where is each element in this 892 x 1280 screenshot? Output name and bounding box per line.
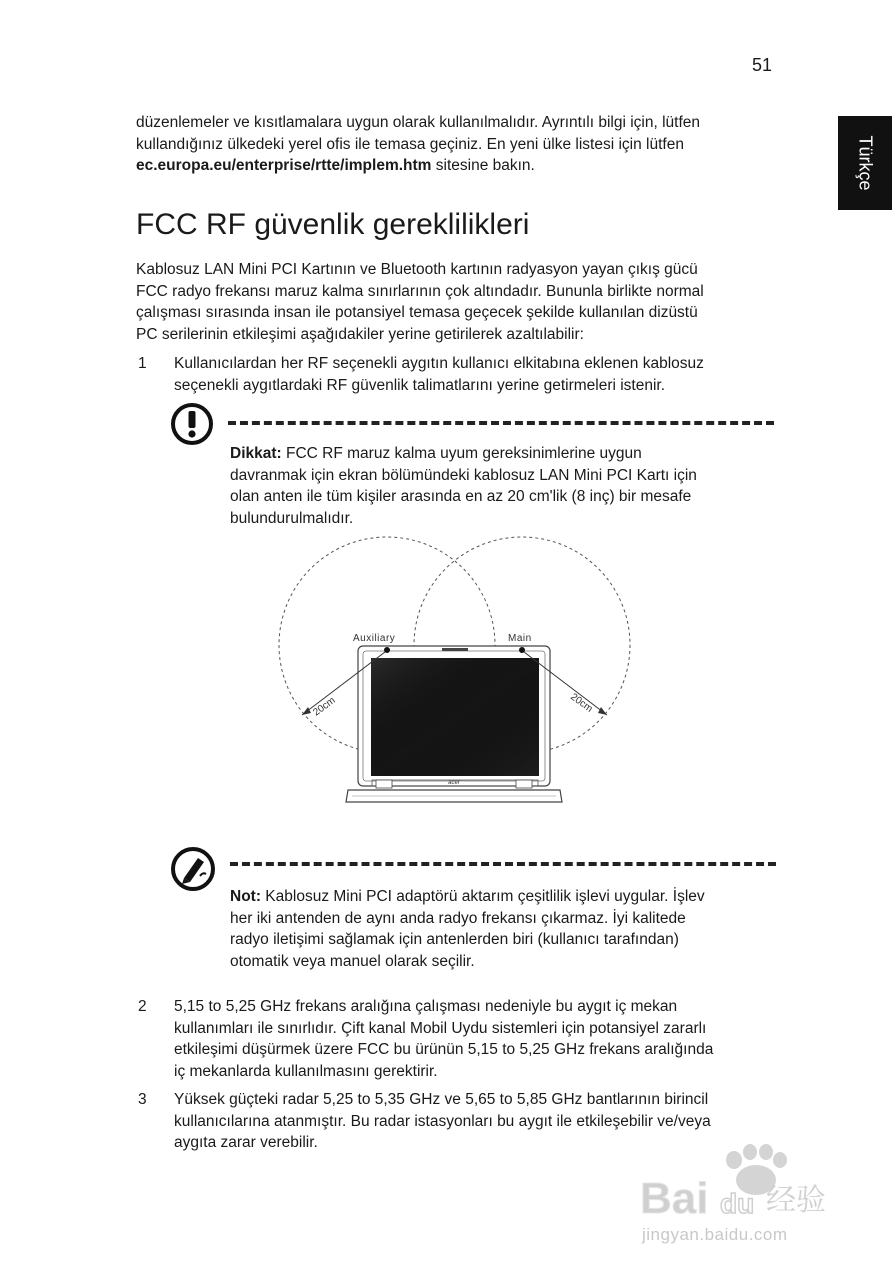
note-icon [170,846,216,892]
watermark-brand-du: du [720,1188,755,1219]
language-tab [838,116,892,210]
list-line: kullanıcılarına atanmıştır. Bu radar istasyonları bu aygıt ile etkileşebilir ve/veya [174,1112,711,1130]
note-divider [230,862,776,866]
watermark-url: jingyan.baidu.com [642,1225,788,1244]
auxiliary-label: Auxiliary [353,633,396,644]
list-number: 1 [138,355,147,372]
body-paragraph [136,259,776,345]
language-tab-label: Türkçe [855,135,876,191]
intro-line: düzenlemeler ve kısıtlamalara uygun olarak kullanılmalıdır. Ayrıntılı bilgi için, lütfen [136,114,701,131]
caution-line: olan anten ile tüm kişiler arasında en az 20 cm'lik (8 inç) bir mesafe [230,488,692,505]
intro-line: kullandığınız ülkedeki yerel ofis ile temasa geçiniz. En yeni ülke listesi için lütfen [136,135,684,153]
note-line: Not: Kablosuz Mini PCI adaptörü aktarım çeşitlilik işlevi uygular. İşlev [230,888,705,905]
list-number: 3 [138,1091,147,1108]
list-line: iç mekanlarda kullanılmasını gerektirir. [174,1062,438,1080]
intro-link[interactable]: ec.europa.eu/enterprise/rtte/implem.htm [136,157,432,174]
note-line: otomatik veya manuel olarak seçilir. [230,952,475,970]
brand-logo: acer [448,780,460,786]
list-line: aygıta zarar verebilir. [174,1134,318,1151]
main-label: Main [508,633,532,644]
caution-text [230,443,760,529]
section-heading: FCC RF güvenlik gereklilikleri [136,208,530,241]
list-line: seçenekli aygıtlardaki RF güvenlik talimatlarını yerine getirmeleri istenir. [174,376,666,394]
caution-icon [170,402,214,446]
antenna-diagram [272,532,642,812]
right-distance-label: 20cm [568,691,595,715]
body-line: çalışması sırasında insan ile potansiyel temasa geçecek şekilde kullanılan dizüstü [136,304,698,321]
page-number: 51 [752,55,773,75]
list-line: kullanımları ile sınırlıdır. Çift kanal Mobil Uydu sistemleri için potansiyel zararlı [174,1019,707,1037]
list-line: etkileşimi düşürmek üzere FCC bu ürünün 5,15 to 5,25 GHz frekans aralığında [174,1041,714,1058]
caution-line: davranmak için ekran bölümündeki kablosuz LAN Mini PCI Kartı için [230,466,697,484]
note-text [230,886,760,972]
body-line: Kablosuz LAN Mini PCI Kartının ve Bluetooth kartının radyasyon yayan çıkış gücü [136,261,698,278]
list-line: 5,15 to 5,25 GHz frekans aralığına çalışması nedeniyle bu aygıt iç mekan [174,998,678,1015]
list-item [174,996,778,1082]
laptop-illustration [346,646,562,802]
note-label: Not: [230,888,261,905]
left-distance-label: 20cm [311,695,338,719]
watermark-suffix: 经验 [766,1183,826,1218]
intro-line [136,155,776,177]
list-number: 2 [138,998,147,1015]
body-line: PC serilerinin etkileşimi aşağıdakiler yerine getirilerek azaltılabilir: [136,325,584,343]
watermark-brand: Bai [640,1174,709,1223]
caution-line: Dikkat: FCC RF maruz kalma uyum gereksinimlerine uygun [230,445,642,462]
caution-label: Dikkat: [230,445,282,462]
list-item [174,353,778,396]
intro-line-rest: sitesine bakın. [431,157,535,174]
caution-divider [228,421,774,425]
intro-paragraph [136,112,776,177]
body-line: FCC radyo frekansı maruz kalma sınırlarının çok altındadır. Bununla birlikte normal [136,282,704,300]
list-line: Yüksek güçteki radar 5,25 to 5,35 GHz ve 5,65 to 5,85 GHz bantlarının birincil [174,1091,709,1108]
note-line: radyo iletişimi sağlamak için antenlerden biri (kullanıcı tarafından) [230,931,679,948]
caution-line: bulundurulmalıdır. [230,509,354,527]
list-line: Kullanıcılardan her RF seçenekli aygıtın kullanıcı elkitabına eklenen kablosuz [174,355,704,372]
baidu-watermark [636,1138,846,1248]
note-line: her iki antenden de aynı anda radyo frekansı çıkarmaz. İyi kalitede [230,909,686,927]
